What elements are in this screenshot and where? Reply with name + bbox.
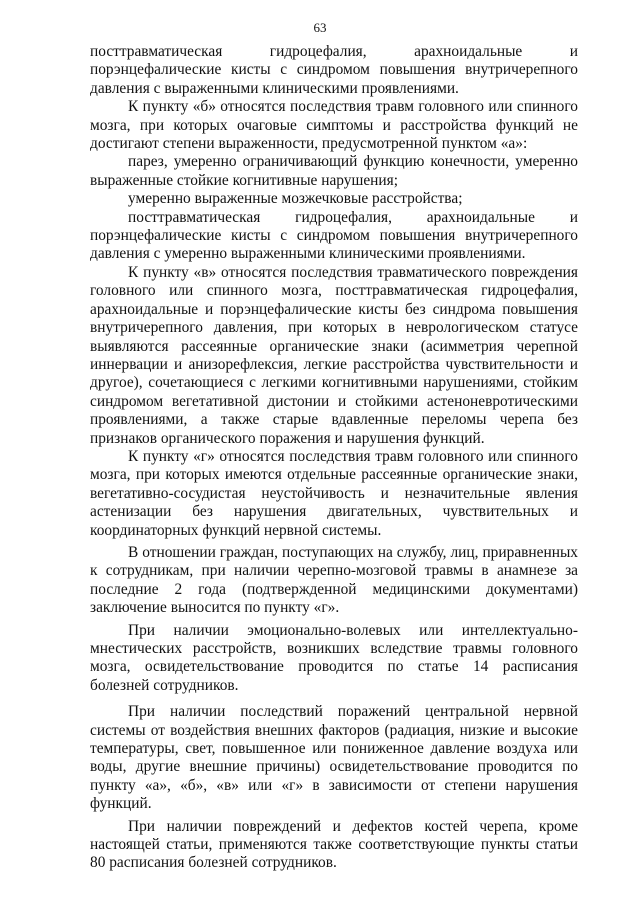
paragraph-emotional: При наличии эмоционально-волевых или интеллектуально-мнестических расстройств, возникших вследствие травмы головного мозга, освидетельствование проводится по статье 14 расписания болезней сотрудников.: [90, 621, 578, 694]
paragraph-cerebellar: умеренно выраженные мозжечковые расстройства;: [128, 190, 463, 208]
paragraph-external-factors: При наличии последствий поражений центральной нервной системы от воздействия внешних факторов (радиация, низкие и высокие температуры, свет, повышенное или пониженное давление воздуха или воды, другие внешние причины) освидетельствование проводится по пункту «а», «б», «в» или «г» в зависимости от степени нарушения функций.: [90, 703, 578, 813]
paragraph-point-b: К пункту «б» относятся последствия травм головного или спинного мозга, при которых очаговые симптомы и расстройства функций не достигают степени выраженности, предусмотренной пунктом «а»:: [90, 98, 578, 153]
paragraph-point-v: К пункту «в» относятся последствия травматического повреждения головного или спинного мозга, посттравматическая гидроцефалия, арахноидальные и порэнцефалические кисты без синдрома повышения внутричерепного давления, при которых в неврологическом статусе выявляются рассеянные органические знаки (асимметрия черепной иннервации и анизорефлексия, легкие расстройства чувствительности и другое), сочетающиеся с легкими когнитивными нарушениями, стойким синдромом вегетативной дистонии и стойкими астеноневротическими проявлениями, а также старые вдавленные переломы черепа без признаков органического поражения и нарушения функций.: [90, 263, 578, 447]
paragraph-applicants: В отношении граждан, поступающих на службу, лиц, приравненных к сотрудникам, при наличии черепно-мозговой травмы в анамнезе за последние 2 года (подтвержденной медицинскими документами) заключение выносится по пункту «г».: [90, 543, 578, 617]
paragraph-skull-defects: При наличии повреждений и дефектов костей черепа, кроме настоящей статьи, применяются также соответствующие пункты статьи 80 расписания болезней сотрудников.: [90, 817, 578, 872]
paragraph-continuation: посттравматическая гидроцефалия, арахноидальные и порэнцефалические кисты с синдромом повышения внутричерепного давления с выраженными клиническими проявлениями.: [90, 43, 578, 97]
paragraph-paresis: парез, умеренно ограничивающий функцию конечности, умеренно выраженные стойкие когнитивные нарушения;: [90, 153, 578, 189]
page-number: 63: [313, 20, 327, 35]
paragraph-hydrocephalus: посттравматическая гидроцефалия, арахноидальные и порэнцефалические кисты с синдромом повышения внутричерепного давления с умеренно выраженными клиническими проявлениями.: [90, 208, 578, 263]
document-body: [90, 43, 578, 873]
paragraph-point-g: К пункту «г» относятся последствия травм головного или спинного мозга, при которых имеются отдельные рассеянные органические знаки, вегетативно-сосудистая неустойчивость и незначительные явления астенизации без нарушения двигательных, чувствительных и координаторных функций нервной системы.: [90, 447, 578, 539]
